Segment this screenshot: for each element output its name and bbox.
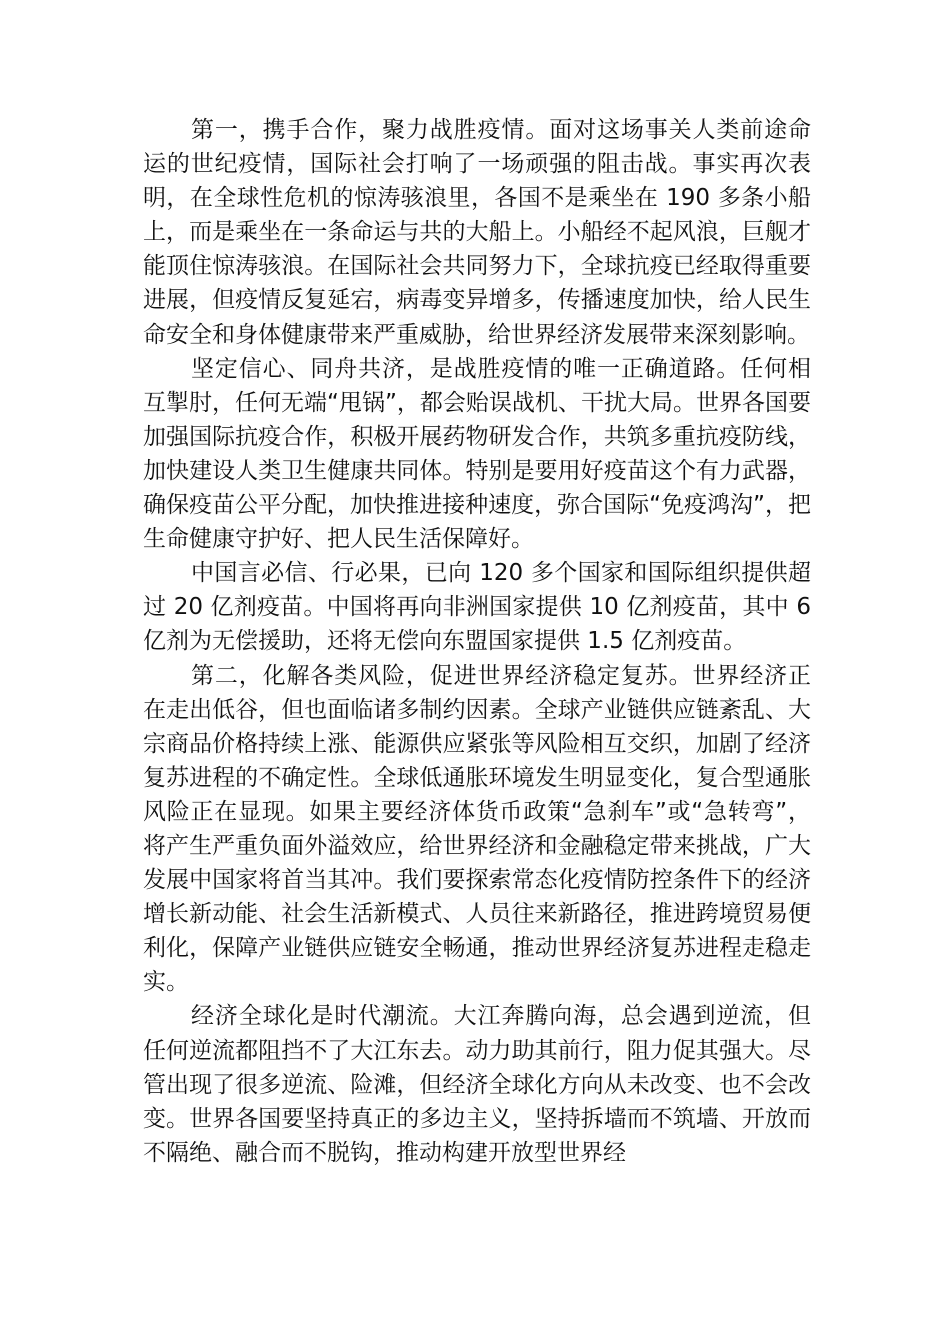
paragraph-1: 第一，携手合作，聚力战胜疫情。面对这场事关人类前途命运的世纪疫情，国际社会打响了一场顽强的阻击战。事实再次表明，在全球性危机的惊涛骇浪里，各国不是乘坐在 190 多条小船上，而是乘坐在一条命运与共的大船上。小船经不起风浪，巨舰才能顶住惊涛骇浪。在国际社会共同努力下，全球抗疫已经取得重要进展，但疫情反复延宕，病毒变异增多，传播速度加快，给人民生命安全和身体健康带来严重威胁，给世界经济发展带来深刻影响。 [143, 117, 811, 348]
paragraph-5: 经济全球化是时代潮流。大江奔腾向海，总会遇到逆流，但任何逆流都阻挡不了大江东去。动力助其前行，阻力促其强大。尽管出现了很多逆流、险滩，但经济全球化方向从未改变、也不会改变。世界各国要坚持真正的多边主义，坚持拆墙而不筑墙、开放而不隔绝、融合而不脱钩，推动构建开放型世界经 [143, 1003, 811, 1166]
paragraph-4: 第二，化解各类风险，促进世界经济稳定复苏。世界经济正在走出低谷，但也面临诸多制约因素。全球产业链供应链紊乱、大宗商品价格持续上涨、能源供应紧张等风险相互交织，加剧了经济复苏进程的不确定性。全球低通胀环境发生明显变化，复合型通胀风险正在显现。如果主要经济体货币政策“急刹车”或“急转弯”，将产生严重负面外溢效应，给世界经济和金融稳定带来挑战，广大发展中国家将首当其冲。我们要探索常态化疫情防控条件下的经济增长新动能、社会生活新模式、人员往来新路径，推进跨境贸易便利化，保障产业链供应链安全畅通，推动世界经济复苏进程走稳走实。 [143, 662, 811, 996]
paragraph-2: 坚定信心、同舟共济，是战胜疫情的唯一正确道路。任何相互掣肘，任何无端“甩锅”，都会贻误战机、干扰大局。世界各国要加强国际抗疫合作，积极开展药物研发合作，共筑多重抗疫防线，加快建设人类卫生健康共同体。特别是要用好疫苗这个有力武器，确保疫苗公平分配，加快推进接种速度，弥合国际“免疫鸿沟”，把生命健康守护好、把人民生活保障好。 [143, 355, 811, 553]
paragraph-3: 中国言必信、行必果，已向 120 多个国家和国际组织提供超过 20 亿剂疫苗。中国将再向非洲国家提供 10 亿剂疫苗，其中 6 亿剂为无偿援助，还将无偿向东盟国家提供 1.5 亿剂疫苗。 [143, 560, 811, 655]
document-body [143, 113, 811, 1170]
